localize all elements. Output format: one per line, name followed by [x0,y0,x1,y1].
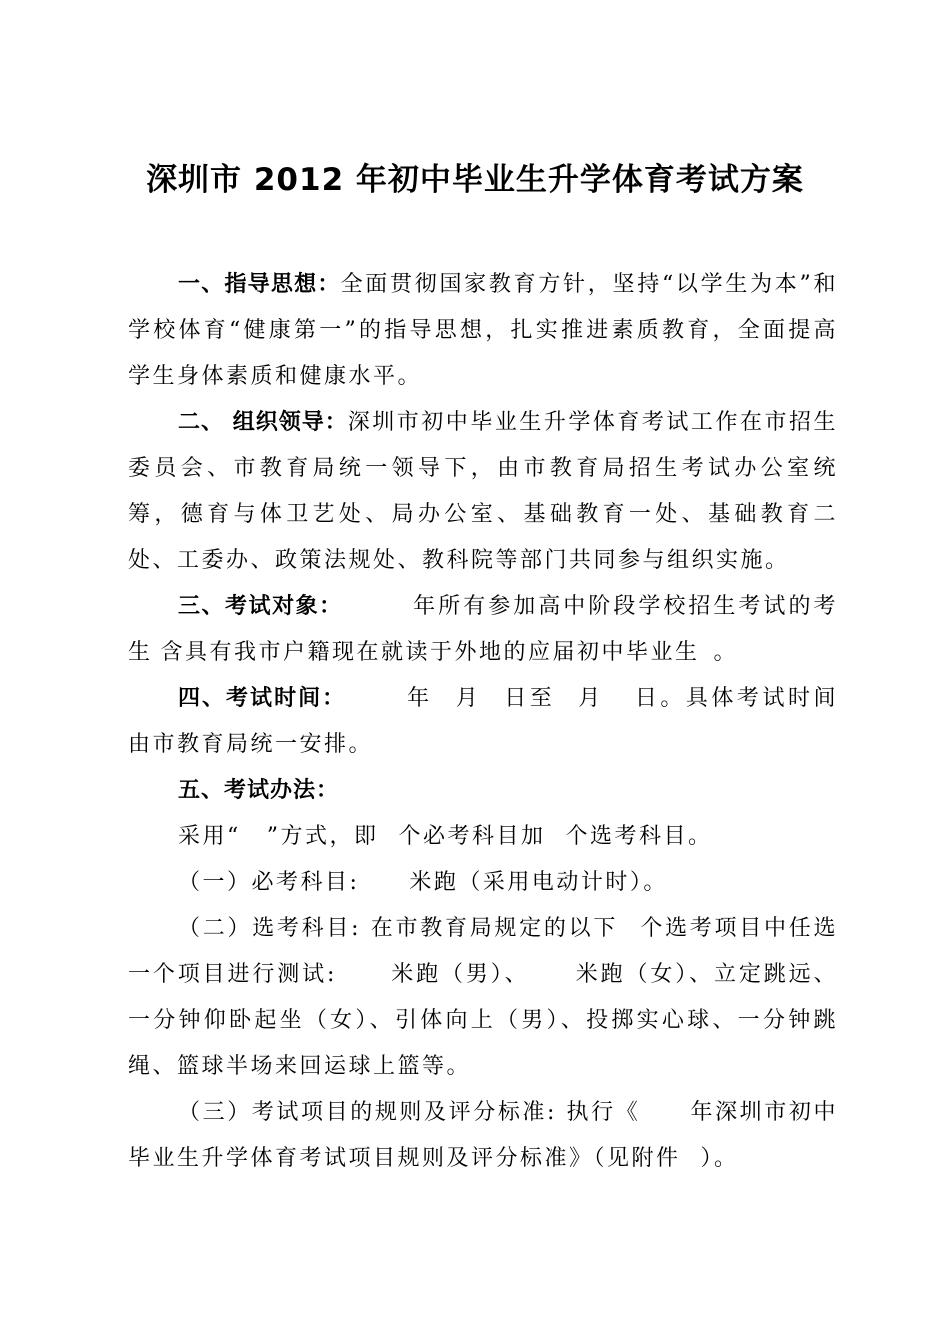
section-text: （一）必考科目: [178,870,360,895]
section-heading: 三、考试对象： [178,594,343,619]
section-exam-target [128,584,838,676]
scoring-rules [128,1090,838,1182]
date-year: 年 [406,686,433,711]
section-text: 米跑（女）、立定跳远、一分钟仰卧起坐（女）、引体向上（男）、投掷实心球、一分钟跳绳、篮球半场来回运球上篮等。 [128,962,838,1079]
section-text: （二）选考科目: 在市教育局规定的以下 [178,916,619,941]
section-text: 具体考试时间由市教育局统一安排。 [128,686,838,757]
date-day-to: 日至 [503,686,556,711]
section-exam-time [128,676,838,768]
section-heading: 四、考试时间： [178,686,347,711]
section-text: 。 [713,640,739,665]
section-text: 采用“ [178,824,241,849]
section-text: ）。 [700,1146,739,1171]
document-body [128,262,838,1182]
date-day-end: 日。 [633,686,686,711]
section-text: 个必考科目加 [398,824,546,849]
section-text: ”方式，即 [266,824,379,849]
date-month-end: 月 [577,686,604,711]
section-text: 年所有参加高中阶段学校招生考试的考生 [128,594,838,665]
section-text: 含具有我市户籍现在就读于外地的应届初中毕业生 [160,640,700,665]
required-subject [128,860,838,906]
document-title: 深圳市 2012 年初中毕业生升学体育考试方案 [146,162,804,198]
section-text: 个选考科目。 [565,824,713,849]
date-month-start: 月 [454,686,482,711]
section-heading: 五、考试办法： [178,778,340,803]
section-text: 个选考项目中任选一个项目进行测试: [128,916,838,987]
section-heading: 一、指导思想： [178,272,341,297]
exam-method-format [128,814,838,860]
section-text: 全面贯彻国家教育方针，坚持“以学生为本”和学校体育“健康第一”的指导思想，扎实推进素质教育，全面提高学生身体素质和健康水平。 [128,272,838,389]
section-organization [128,400,838,584]
section-text: 米跑（采用电动计时）。 [409,870,668,895]
section-text: （三）考试项目的规则及评分标准: 执行《 [178,1100,641,1125]
section-text: 年深圳市初中毕业生升学体育考试项目规则及评分标准》（见附件 [128,1100,838,1171]
section-heading: 二、 组织领导： [178,410,348,435]
section-guiding-ideology [128,262,838,400]
section-exam-method [128,768,838,814]
optional-subjects [128,906,838,1090]
section-text: 米跑（男）、 [390,962,530,987]
section-text: 深圳市初中毕业生升学体育考试工作在市招生委员会、市教育局统一领导下，由市教育局招生考试办公室统筹，德育与体卫艺处、局办公室、基础教育一处、基础教育二处、工委办、政策法规处、教科院等部门共同参与组织实施。 [128,410,838,573]
